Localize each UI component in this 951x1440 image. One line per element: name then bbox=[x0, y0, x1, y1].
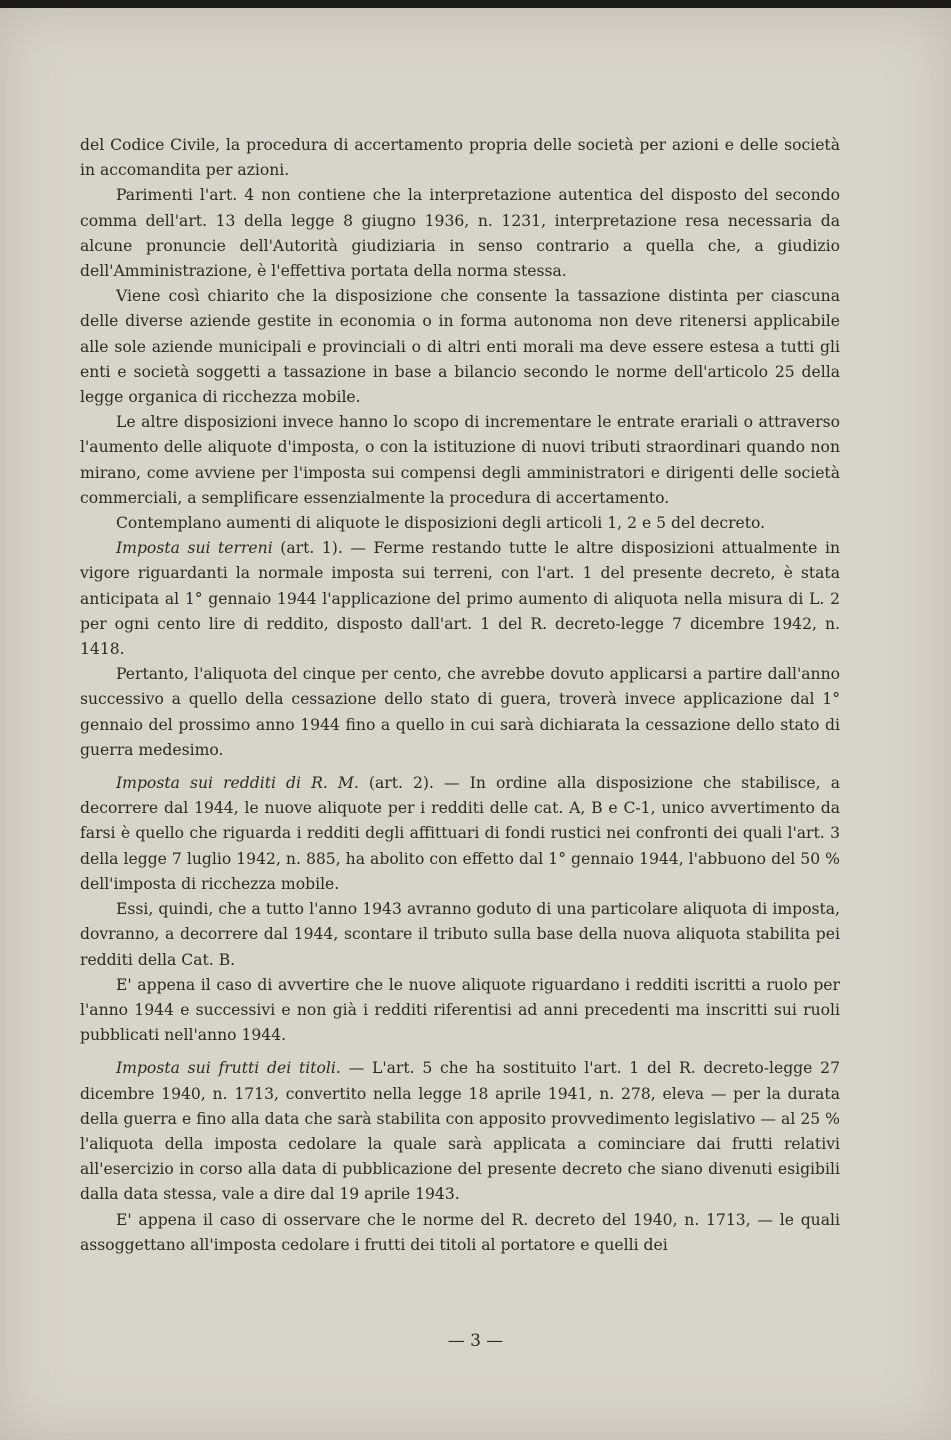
paragraph-text: E' appena il caso di osservare che le norme del R. decreto del 1940, n. 1713, — le quali assoggettano all'imposta cedolare i frutti dei titoli al portatore e quelli dei bbox=[80, 1210, 840, 1254]
paragraph-text: Pertanto, l'aliquota del cinque per cento, che avrebbe dovuto applicarsi a partire dall'anno successivo a quello della cessazione dello stato di guera, troverà invece applicazione dal 1° gennaio del prossimo anno 1944 fino a quello in cui sarà dichiarata la cessazione dello stato di guerra medesimo. bbox=[80, 665, 840, 759]
paragraph-text: Viene così chiarito che la disposizione che consente la tassazione distinta per ciascuna delle diverse aziende gestite in economia o in forma autonoma non deve ritenersi applicabile alle sole aziende municipali e provinciali o di altri enti morali ma deve essere estesa a tutti gli enti e società soggetti a tassazione in base a bilancio secondo le norme dell'articolo 25 della legge organica di ricchezza mobile. bbox=[80, 287, 840, 407]
paragraph-text: (art. 1). — Ferme restando tutte le altre disposizioni attualmente in vigore riguardanti la normale imposta sui terreni, con l'art. 1 del presente decreto, è stata anticipata al 1° gennaio 1944 l'applicazione del primo aumento di aliquota nella misura di L. 2 per ogni cento lire di reddito, disposto dall'art. 1 del R. decreto-legge 7 dicembre 1942, n. 1418. bbox=[80, 539, 840, 659]
paragraph bbox=[80, 771, 840, 897]
section-title: Imposta sui frutti dei titoli. bbox=[116, 1059, 341, 1078]
section-title: Imposta sui redditi di R. M. bbox=[116, 774, 359, 793]
paragraph-text: Le altre disposizioni invece hanno lo scopo di incrementare le entrate erariali o attraverso l'aumento delle aliquote d'imposta, o con la istituzione di nuovi tributi straordinari quando non mirano, come avviene per l'imposta sui compensi degli amministratori e dirigenti delle società commerciali, a semplificare essenzialmente la procedura di accertamento. bbox=[80, 413, 840, 507]
paragraph-text: Essi, quindi, che a tutto l'anno 1943 avranno goduto di una particolare aliquota di imposta, dovranno, a decorrere dal 1944, scontare il tributo sulla base della nuova aliquota stabilita pei redditi della Cat. B. bbox=[80, 900, 840, 969]
paragraph-text: Contemplano aumenti di aliquote le disposizioni degli articoli 1, 2 e 5 del decreto. bbox=[116, 514, 766, 533]
paragraph-text: (art. 2). — In ordine alla disposizione che stabilisce, a decorrere dal 1944, le nuove aliquote per i redditi delle cat. A, B e C-1, unico avvertimento da farsi è quello che riguarda i redditi degli affittuari di fondi rustici nei confronti dei quali l'art. 3 della legge 7 luglio 1942, n. 885, ha abolito con effetto dal 1° gennaio 1944, l'abbuono del 50 % dell'imposta di ricchezza mobile. bbox=[80, 774, 840, 893]
paragraph bbox=[80, 662, 840, 763]
paragraph bbox=[80, 897, 840, 973]
paragraph-text: — L'art. 5 che ha sostituito l'art. 1 del R. decreto-legge 27 dicembre 1940, n. 1713, convertito nella legge 18 aprile 1941, n. 278, eleva — per la durata della guerra e fino alla data che sarà stabilita con apposito provvedimento legislativo — al 25 % l'aliquota della imposta cedolare la quale sarà applicata a cominciare dai frutti relativi all'esercizio in corso alla data di pubblicazione del presente decreto che siano divenuti esigibili dalla data stessa, vale a dire dal 19 aprile 1943. bbox=[80, 1059, 840, 1204]
paragraph bbox=[80, 973, 840, 1049]
paragraph bbox=[80, 536, 840, 662]
paragraph-text: E' appena il caso di avvertire che le nuove aliquote riguardano i redditi iscritti a ruolo per l'anno 1944 e successivi e non già i redditi riferentisi ad anni precedenti ma inscritti sui ruoli pubblicati nell'anno 1944. bbox=[80, 975, 840, 1045]
body-text bbox=[80, 133, 840, 1258]
paragraph-text: Parimenti l'art. 4 non contiene che la interpretazione autentica del disposto del secondo comma dell'art. 13 della legge 8 giugno 1936, n. 1231, interpretazione resa necessaria da alcune pronuncie dell'Autorità giudiziaria in senso contrario a quella che, a giudizio dell'Amministrazione, è l'effettiva portata della norma stessa. bbox=[80, 186, 840, 281]
paragraph bbox=[80, 1056, 840, 1207]
paragraph bbox=[80, 1208, 840, 1258]
paragraph bbox=[80, 511, 840, 536]
paragraph bbox=[80, 133, 840, 183]
page-number: — 3 — bbox=[447, 1331, 504, 1351]
paragraph bbox=[80, 410, 840, 511]
paragraph bbox=[80, 183, 840, 284]
document-page bbox=[0, 8, 951, 1440]
paragraph-text: del Codice Civile, la procedura di accertamento propria delle società per azioni e delle società in accomandita per azioni. bbox=[80, 136, 840, 180]
section-title: Imposta sui terreni bbox=[116, 539, 273, 558]
paragraph bbox=[80, 284, 840, 410]
